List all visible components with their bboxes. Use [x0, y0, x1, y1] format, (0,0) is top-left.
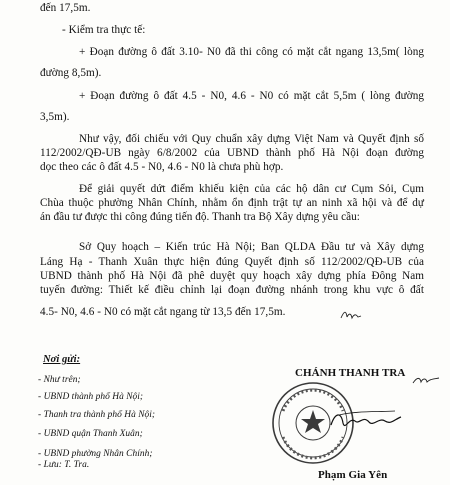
recipient-item: - Thanh tra thành phố Hà Nội; [38, 410, 156, 420]
recipient-item: - Như trên; [38, 375, 81, 385]
recipient-item: - UBND phường Nhân Chính; [38, 449, 153, 459]
body-line-13: Sở Quy hoạch – Kiến trúc Hà Nội; Ban QLDA Đầu tư và Xây dựng [79, 241, 424, 253]
recipients-heading: Nơi gửi: [43, 354, 81, 365]
body-line-8: 112/2002/QĐ-UB ngày 6/8/2002 của UBND thành phố Hà Nội đoạn đường [40, 147, 424, 159]
body-line-15: UBND thành phố Hà Nội đã phê duyệt quy hoạch xây dựng phía Đông Nam [40, 270, 424, 282]
recipient-item: - UBND thành phố Hà Nội; [38, 392, 144, 402]
body-line-5: + Đoạn đường ô đất 4.5 - N0, 4.6 - N0 có mặt cắt 5,5m ( lòng đường [79, 90, 424, 102]
recipient-item: - UBND quận Thanh Xuân; [38, 429, 143, 439]
handwritten-initials [339, 308, 363, 322]
body-line-6: 3,5m). [40, 111, 70, 123]
body-line-9: dọc theo các ô đất 4.5 - N0, 4.6 - N0 là chưa phù hợp. [40, 161, 284, 173]
body-line-11: Chùa thuộc phường Nhân Chính, nhằm ổn định trật tự an ninh xã hội và để dự [40, 197, 424, 209]
body-line-1: đến 17,5m. [40, 2, 91, 14]
body-line-12: án đầu tư được thi công đúng tiến độ. Thanh tra Bộ Xây dựng yêu cầu: [40, 211, 360, 223]
recipient-item: - Lưu: T. Tra. [38, 460, 90, 470]
signature-title: CHÁNH THANH TRA [295, 367, 406, 379]
body-line-10: Để giải quyết dứt điểm khiếu kiện của các hộ dân cư Cụm Sỏi, Cụm [79, 183, 424, 195]
handwritten-mark [411, 373, 441, 387]
signer-name: Phạm Gia Yên [318, 469, 388, 481]
body-line-16: tuyến đường: Thiết kế điều chỉnh lại đoạn đường nhánh trong khu vực ô đất [40, 284, 424, 296]
body-line-17: 4.5- N0, 4.6 - N0 có mặt cắt ngang từ 13,5 đến 17,5m. [40, 306, 286, 318]
body-line-4: đường 8,5m). [40, 67, 102, 79]
body-line-3: + Đoạn đường ô đất 3.10- N0 đã thi công có mặt cắt ngang 13,5m( lòng [79, 46, 424, 58]
body-line-14: Láng Hạ - Thanh Xuân thực hiện đúng Quyết định số 112/2002/QĐ-UB của [40, 256, 424, 268]
body-line-2: - Kiểm tra thực tế: [62, 24, 146, 36]
body-line-7: Như vậy, đối chiếu với Quy chuẩn xây dựng Việt Nam và Quyết định số [79, 133, 424, 145]
handwritten-signature [325, 403, 405, 439]
